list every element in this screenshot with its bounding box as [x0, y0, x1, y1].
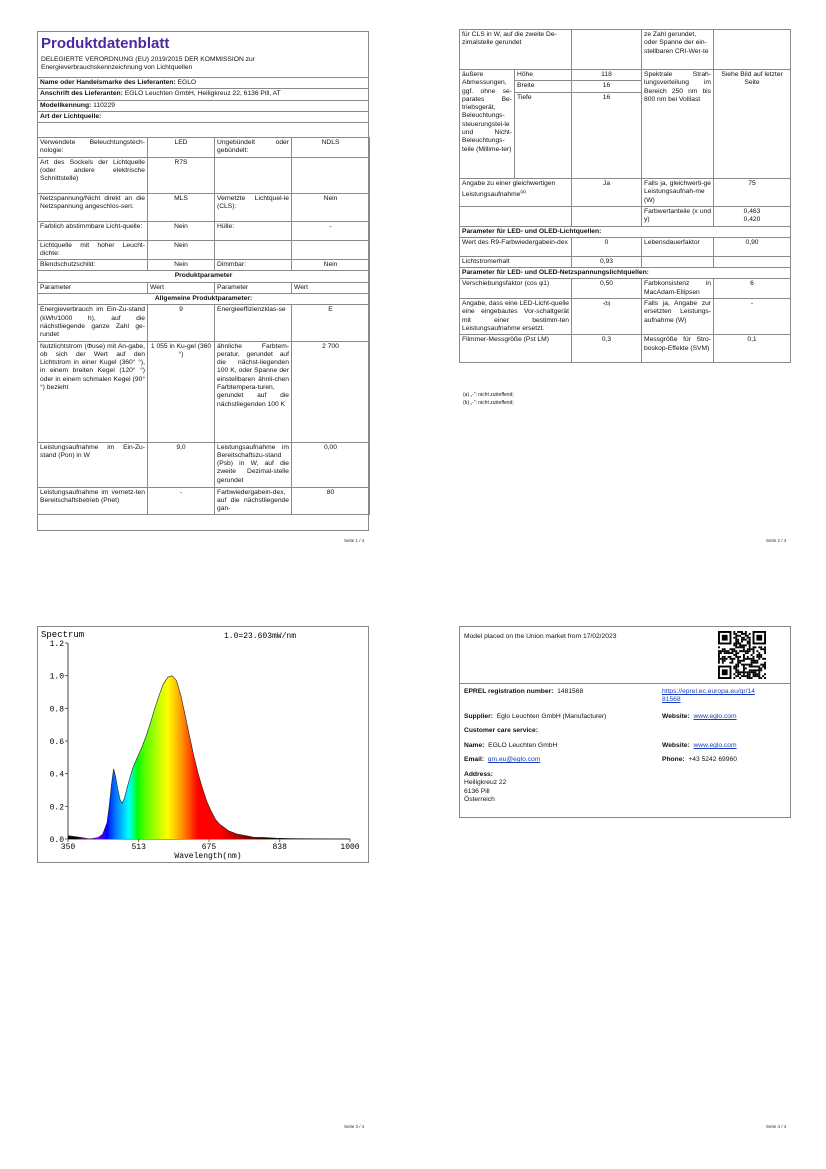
chart-subtitle: 1.0=23.603mW/nm [224, 632, 297, 641]
regulation-line1: DELEGIERTE VERORDNUNG (EU) 2019/2015 DER KOMMISSION zur [41, 56, 255, 63]
chart-title: Spectrum [41, 630, 85, 640]
model-row: Modellkennung: 110229 [38, 100, 369, 111]
table-row: Tiefe 16 [460, 92, 791, 178]
table-row: Angabe, dass eine LED-Licht-quelle eine eingebautes Vor-schaltgerät mit einer bestimm-ten Leistungsaufnahme ersetzt. -(b) Falls ja, Angabe zur ersetzten Leistungs-aufnahme (W) - [460, 299, 791, 335]
y-tick-label: 1.2 [49, 640, 64, 649]
y-tick-label: 0.6 [49, 738, 64, 747]
led-mains-header: Parameter für LED- und OLED-Netzspannungslichtquellen: [460, 268, 791, 279]
table-row: Verschiebungsfaktor (cos φ1) 0,50 Farbkonsistenz in MacAdam-Ellipsen 6 [460, 279, 791, 299]
website-link[interactable]: www.eglo.com [693, 713, 737, 720]
supplier-name-row: Name oder Handelsmarke des Lieferanten: EGLO [38, 78, 369, 89]
table-row: Energieverbrauch im Ein-Zu-stand (kWh/1000 h), auf die nächstliegende ganze Zahl ge-rundet 9 Energieeffizienzklas-se E [38, 305, 370, 341]
x-tick-label: 513 [131, 843, 146, 852]
table-row: Farblich abstimmbare Licht-quelle: Nein Hülle: - [38, 221, 370, 240]
care-website-row: Website: www.eglo.com [662, 742, 737, 749]
customer-care-label: Customer care service: [464, 727, 538, 734]
page-number-1: Seite 1 / 4 [344, 538, 365, 543]
y-tick-label: 0.2 [49, 803, 64, 813]
footnote-a: (a) „-“: nicht zutreffend; [463, 392, 514, 398]
type-header: Art der Lichtquelle: [38, 111, 369, 122]
x-tick-label: 350 [60, 843, 76, 852]
supplier-table [37, 77, 369, 123]
x-tick-label: 838 [272, 843, 287, 852]
table-row: Blendschutzschild: Nein Dimmbar: Nein [38, 260, 370, 271]
footnote-b: (b) „-“: nicht zutreffend; [463, 400, 514, 406]
table-row: Wert des R9-Farbwiedergabein-dex 0 Lebensdauerfaktor 0,90 [460, 237, 791, 256]
page4-frame [459, 626, 791, 818]
care-name-row: Name: EGLO Leuchten GmbH [464, 742, 558, 749]
regulation-text [41, 56, 365, 73]
footnotes [463, 391, 514, 407]
supplier-row: Supplier: Eglo Leuchten GmbH (Manufacturer) [464, 713, 607, 720]
table-row: Flimmer-Messgröße (Pst LM) 0,3 Messgröße für Stro-boskop-Effekte (SVM) 0,1 [460, 335, 791, 363]
page-title: Produktdatenblatt [41, 35, 170, 52]
spectrum-area [68, 676, 350, 839]
table-row: Lichtstromerhalt 0,93 [460, 256, 791, 267]
page2-table [459, 29, 791, 363]
table-row: Netzspannung/Nicht direkt an die Netzspannung angeschlos-sen: MLS Vernetzte Lichtquel-le (CLS): Nein [38, 193, 370, 221]
table-row: Verwendete Beleuchtungstech-nologie: LED Ungebündelt oder gebündelt: NDLS [38, 138, 370, 158]
regulation-line2: Energieverbrauchskennzeichnung von Lichtquellen [41, 64, 193, 72]
email-link[interactable]: qm.eu@eglo.com [487, 756, 541, 763]
page-number-4: Seite 4 / 4 [766, 1124, 787, 1129]
qr-code-icon [718, 631, 766, 679]
table-row: Leistungsaufnahme im Ein-Zu-stand (Pon) in W 9,0 Leistungsaufnahme im Bereitschaftszu-stand (Psb) in W, auf die zweite Dezimal-stelle gerundet 0,00 [38, 442, 370, 487]
product-params-header: Produktparameter [38, 271, 370, 282]
table-row: Art des Sockels der Lichtquelle (oder andere elektrische Schnittstelle) R7S [38, 157, 370, 193]
eprel-row: EPREL registration number: 1481568 [464, 688, 584, 695]
table-row: Farbwertanteile (x und y) 0,463 0,420 [460, 207, 791, 227]
website-row: Website: www.eglo.com [662, 713, 737, 720]
table-row: Breite 16 [460, 81, 791, 92]
page-number-3: Seite 3 / 4 [344, 1124, 365, 1129]
spectrum-svg [38, 627, 368, 862]
spectrum-chart [37, 626, 369, 863]
table-row: Lichtquelle mit hoher Leucht-dichte: Nein [38, 240, 370, 260]
placed-text: Model placed on the Union market from 17/02/2023 [464, 633, 617, 640]
table-row: Nutzlichtstrom (Φuse) mit An-gabe, ob sich der Wert auf den Lichtstrom in einer Kugel (360° °), in einem breiten Kegel (120° °) oder in einem schmalen Kegel (90° °) bezieht 1 055 in Ku-gel (360 °) ähnliche Farbtem-peratur, gerundet auf die nächst-liegenden 100 K, oder Spanne der einstellbaren ähnli-chen Farbtempera-turen, gerundet auf die nächstliegenden 100 K 2 700 [38, 341, 370, 442]
y-tick-label: 0.4 [49, 770, 64, 780]
page1-frame [37, 31, 369, 531]
general-params-header: Allgemeine Produktparameter: [38, 294, 370, 305]
page-number-2: Seite 2 / 4 [766, 538, 787, 543]
phone-row: Phone: +43 5242 69960 [662, 756, 737, 763]
table-row: Leistungsaufnahme im vernetz-ten Bereitschaftsbetrieb (Pnet) - Farbwiedergabein-dex, auf die nächstliegende gan- 80 [38, 487, 370, 515]
x-tick-label: 675 [201, 843, 217, 852]
care-website-link[interactable]: www.eglo.com [693, 742, 737, 749]
x-axis-label: Wavelength(nm) [174, 852, 242, 861]
x-tick-label: 1000 [340, 843, 360, 852]
address-block: Address: Heiligkreuz 22 6136 Pill Österreich [464, 771, 507, 803]
led-header: Parameter für LED- und OLED-Lichtquellen: [460, 226, 791, 237]
email-row: Email: qm.eu@eglo.com [464, 756, 541, 763]
y-tick-label: 1.0 [49, 672, 64, 682]
table-row: für CLS in W, auf die zweite De-zimalstelle gerundet ze Zahl gerundet, oder Spanne der ein-stellbaren CRI-Wer-te [460, 30, 791, 70]
table-row: Angabe zu einer gleichwertigen Leistungsaufnahme$^{(a)}$ Ja Falls ja, gleichwerti-ge Leistungsaufnah-me (W) 75 [460, 179, 791, 207]
column-header-row: Parameter Wert Parameter Wert [38, 282, 370, 293]
eprel-link[interactable]: https://eprel.ec.europa.eu/qr/14 81568 [662, 688, 755, 704]
table-row: äußere Abmessungen, ggf. ohne se-parates Be-triebsgerät, Beleuchtungs-steuerungstei-le und Nicht-Beleuchtungs-teile (Millime-ter) Höhe 118 Spektrale Strah-lungsverteilung im Bereich 250 nm bis 800 nm bei Volllast Siehe Bild auf letzter Seite [460, 70, 791, 81]
type-table [37, 137, 370, 515]
divider [460, 683, 790, 684]
supplier-address-row: Anschrift des Lieferanten: EGLO Leuchten GmbH, Heiligkreuz 22, 6136 Pill, AT [38, 89, 369, 100]
y-tick-label: 0.8 [49, 705, 64, 715]
y-tick-label: 0.0 [49, 836, 64, 845]
